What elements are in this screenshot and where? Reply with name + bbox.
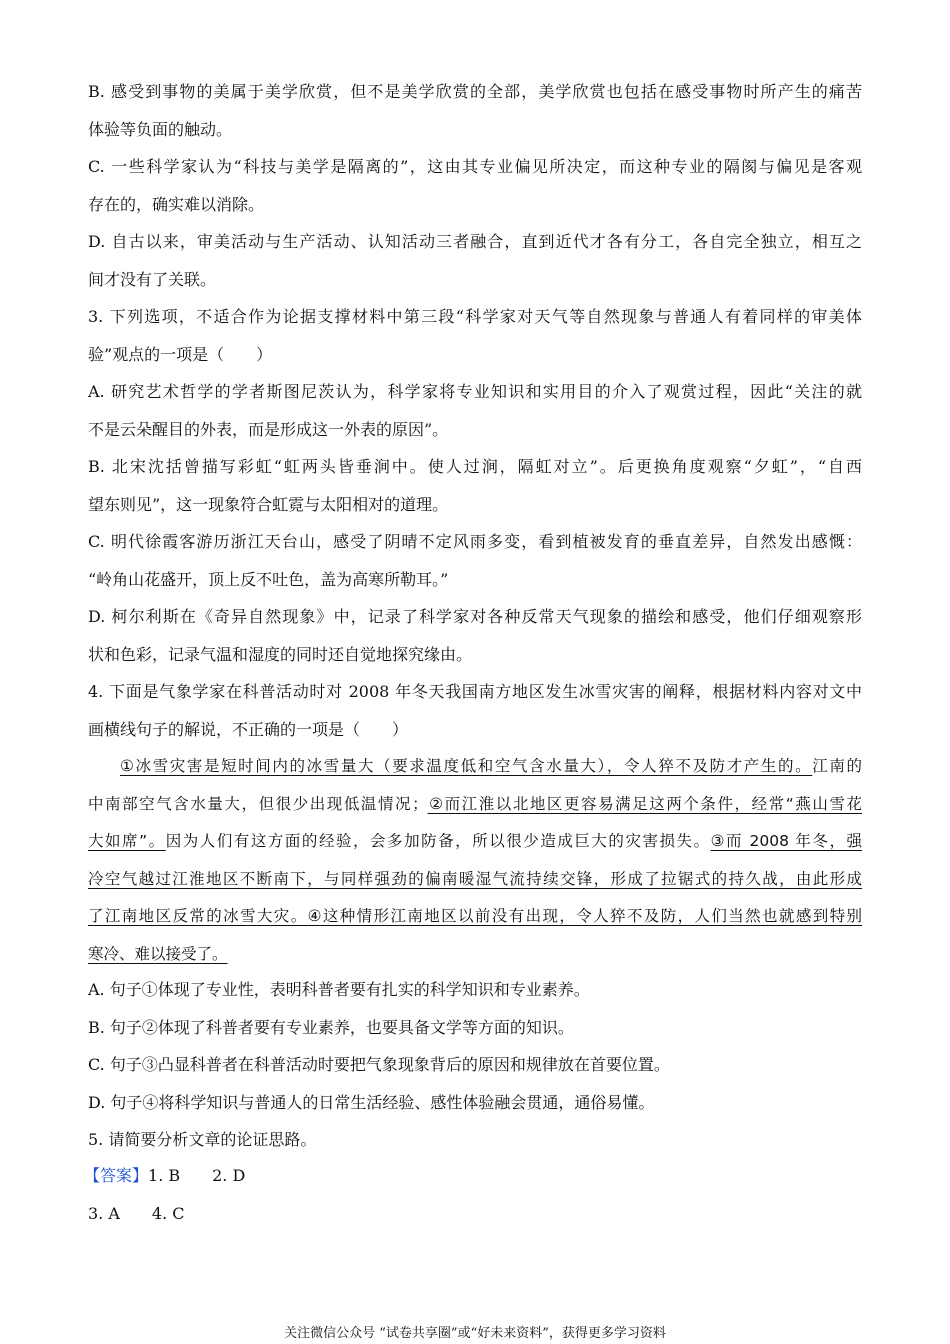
q4-material-line5: 了江南地区反常的冰雪大灾。④这种情形江南地区以前没有出现，令人猝不及防，人们当然也就感到特别 — [88, 907, 862, 925]
q3-option-d-line1: D. 柯尔利斯在《奇异自然现象》中，记录了科学家对各种反常天气现象的描绘和感受，他们仔细观察形 — [88, 607, 862, 626]
q2-option-c-line2: 存在的，确实难以消除。 — [88, 195, 265, 214]
q4-material-line4: 冷空气越过江淮地区不断南下，与同样强劲的偏南暖湿气流持续交锋，形成了拉锯式的持久战，由此形成 — [88, 870, 862, 888]
q4-option-c: C. 句子③凸显科普者在科普活动时要把气象现象背后的原因和规律放在首要位置。 — [88, 1055, 670, 1074]
q3-option-c-line2: “岭角山花盛开，顶上反不吐色，盖为高寒所勒耳。” — [88, 570, 449, 589]
q3-stem-line2: 验”观点的一项是（ ） — [88, 345, 273, 364]
q2-option-d-line2: 间才没有了关联。 — [88, 270, 217, 289]
answer-line1: 【答案】1. B 2. D — [84, 1166, 246, 1185]
q5-stem: 5. 请简要分析文章的论证思路。 — [88, 1130, 317, 1149]
q3-stem-line1: 3. 下列选项，不适合作为论据支撑材料中第三段“科学家对天气等自然现象与普通人有着同样的审美体 — [88, 307, 862, 326]
q4-sentence-3: ③而 2008 年冬，强 — [710, 832, 863, 850]
q3-option-a-line2: 不是云朵醒目的外表，而是形成这一外表的原因”。 — [88, 420, 449, 439]
answer-line2: 3. A 4. C — [88, 1204, 185, 1223]
q4-stem-line2: 画横线句子的解说，不正确的一项是（ ） — [88, 720, 409, 739]
q4-material-line6: 寒冷、难以接受了。 — [88, 945, 228, 963]
q4-material-line3: 大如席”。因为人们有这方面的经验，会多加防备，所以很少造成巨大的灾害损失。③而 2008 年冬，强 — [88, 832, 863, 850]
q4-option-b: B. 句子②体现了科普者要有专业素养，也要具备文学等方面的知识。 — [88, 1018, 574, 1037]
q2-option-b-line2: 体验等负面的触动。 — [88, 120, 233, 139]
q4-option-d: D. 句子④将科学知识与普通人的日常生活经验、感性体验融会贯通，通俗易懂。 — [88, 1093, 655, 1112]
answer-tag: 【答案】 — [84, 1166, 149, 1185]
page-footer: 关注微信公众号 “试卷共享圈”或“好未来资料”，获得更多学习资料 — [284, 1326, 666, 1341]
q2-option-c-line1: C. 一些科学家认为“科技与美学是隔离的”，这由其专业偏见所决定，而这种专业的隔阂与偏见是客观 — [88, 157, 862, 176]
q4-sentence-4: ④这种情形江南地区以前没有出现，令人猝不及防，人们当然也就感到特别 — [307, 907, 862, 925]
q4-material-line1: ①冰雪灾害是短时间内的冰雪量大（要求温度低和空气含水量大），令人猝不及防才产生的。江南的 — [120, 757, 862, 775]
q3-option-b-line2: 望东则见”，这一现象符合虹霓与太阳相对的道理。 — [88, 495, 449, 514]
q4-option-a: A. 句子①体现了专业性，表明科普者要有扎实的科学知识和专业素养。 — [88, 980, 590, 999]
q3-option-d-line2: 状和色彩，记录气温和湿度的同时还自觉地探究缘由。 — [88, 645, 473, 664]
q3-option-b-line1: B. 北宋沈括曾描写彩虹“虹两头皆垂涧中。使人过涧，隔虹对立”。后更换角度观察“夕虹”，“自西 — [88, 457, 862, 476]
q2-option-d-line1: D. 自古以来，审美活动与生产活动、认知活动三者融合，直到近代才各有分工，各自完全独立，相互之 — [88, 232, 862, 251]
q4-sentence-1: ①冰雪灾害是短时间内的冰雪量大（要求温度低和空气含水量大），令人猝不及防才产生的。 — [120, 757, 813, 775]
q3-option-c-line1: C. 明代徐霞客游历浙江天台山，感受了阴晴不定风雨多变，看到植被发育的垂直差异，自然发出感慨： — [88, 532, 862, 551]
q4-material-line2: 中南部空气含水量大，但很少出现低温情况；②而江淮以北地区更容易满足这两个条件，经常“燕山雪花 — [88, 795, 862, 813]
q3-option-a-line1: A. 研究艺术哲学的学者斯图尼茨认为，科学家将专业知识和实用目的介入了观赏过程，因此“关注的就 — [88, 382, 862, 401]
q2-option-b-line1: B. 感受到事物的美属于美学欣赏，但不是美学欣赏的全部，美学欣赏也包括在感受事物时所产生的痛苦 — [88, 82, 862, 101]
q4-stem-line1: 4. 下面是气象学家在科普活动时对 2008 年冬天我国南方地区发生冰雪灾害的阐释，根据材料内容对文中 — [88, 682, 862, 701]
q4-sentence-2: ②而江淮以北地区更容易满足这两个条件，经常“燕山雪花 — [427, 795, 862, 813]
